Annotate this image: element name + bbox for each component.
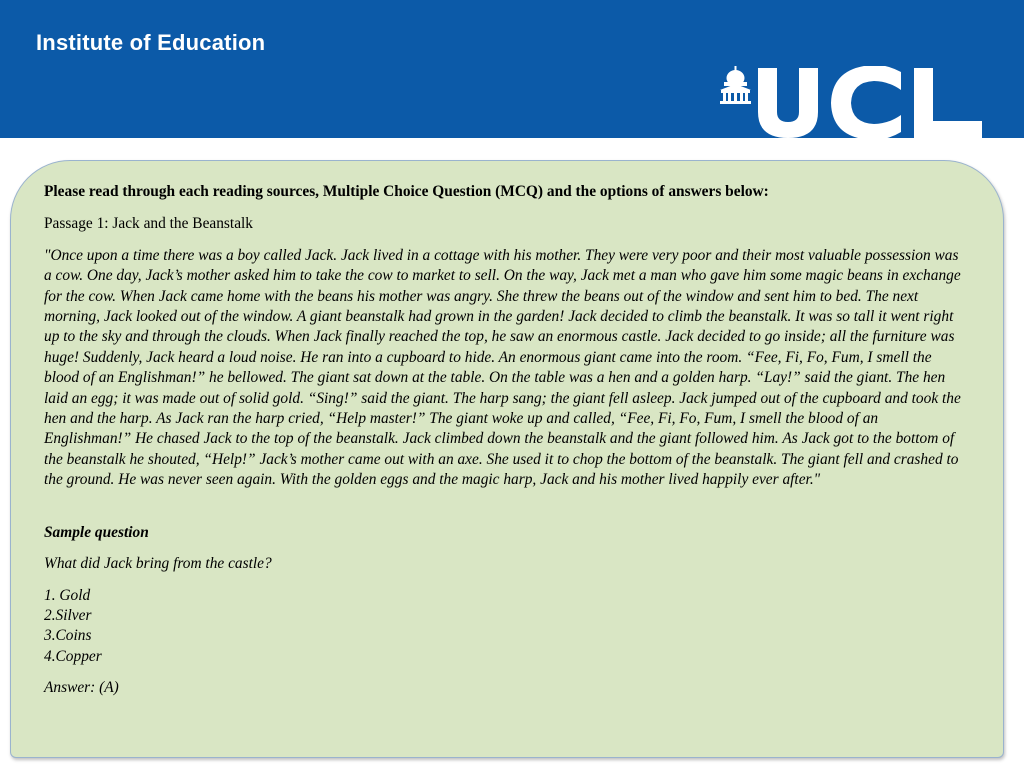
ucl-letter-u — [758, 68, 818, 138]
ucl-letter-c — [831, 66, 901, 138]
option-item: 1. Gold — [44, 586, 91, 604]
ucl-logo — [716, 66, 986, 138]
option-item: 3.Coins — [44, 627, 92, 645]
institute-title: Institute of Education — [36, 30, 266, 55]
passage-title: Passage 1: Jack and the Beanstalk — [44, 215, 253, 233]
sample-question-label: Sample question — [44, 523, 149, 541]
answer-options — [44, 586, 962, 668]
instruction-heading: Please read through each reading sources, Multiple Choice Question (MCQ) and the options of answers below: — [44, 183, 769, 200]
header-banner — [0, 0, 1024, 138]
passage-content — [44, 182, 962, 699]
answer-text: Answer: (A) — [44, 679, 119, 697]
ucl-letter-l — [914, 68, 982, 138]
sample-question-text: What did Jack bring from the castle? — [44, 555, 272, 573]
ucl-logo-graphic — [716, 66, 986, 138]
option-item: 2.Silver — [44, 606, 92, 624]
portico-dome-icon — [720, 66, 751, 104]
option-item: 4.Copper — [44, 647, 102, 665]
passage-text: "Once upon a time there was a boy called Jack. Jack lived in a cottage with his mother. They were very poor and their most valuable possession was a cow. One day, Jack’s mother asked him to take the cow to market to sell. On the way, Jack met a man who gave him some magic beans in exchange for the cow. When Jack came home with the beans his mother was angry. She threw the beans out of the window and sent him to bed. The next morning, Jack looked out of the window. A giant beanstalk had grown in the garden! Jack decided to climb the beanstalk. It was so tall it went right up to the sky and through the clouds. When Jack finally reached the top, he saw an enormous castle. Jack decided to go inside; all the furniture was huge! Suddenly, Jack heard a loud noise. He ran into a cupboard to hide. An enormous giant came into the room. “Fee, Fi, Fo, Fum, I smell the blood of an Englishman!” he bellowed. The giant sat down at the table. On the table was a hen and a golden harp. “Lay!” said the giant. The hen laid an egg; it was made out of solid gold. “Sing!” said the giant. The harp sang; the giant fell asleep. Jack jumped out of the cupboard and took the hen and the harp. As Jack ran the harp cried, “Help master!” The giant woke up and called, “Fee, Fi, Fo, Fum, I smell the blood of an Englishman!” He chased Jack to the top of the beanstalk. Jack climbed down the beanstalk and the giant followed him. As Jack got to the bottom of the beanstalk he shouted, “Help!” Jack’s mother came out with an axe. She used it to chop the bottom of the beanstalk. The giant fell and crashed to the ground. He was never seen again. With the golden eggs and the magic harp, Jack and his mother lived happily ever after." — [44, 246, 961, 489]
